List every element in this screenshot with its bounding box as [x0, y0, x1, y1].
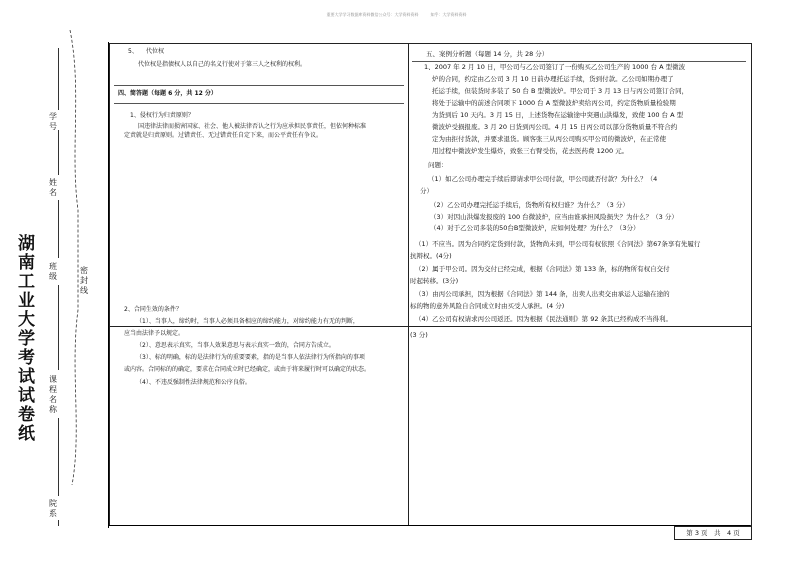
seal-dashed-curve [68, 30, 82, 485]
field-name: 姓名 [49, 178, 57, 197]
q5-answer: 代位权是指债权人以自己的名义行使对于第三人之权利的权利。 [138, 61, 307, 68]
q2-line: 或内容。合同标的的确定，要求在合同成立时已经确定，或由于将来履行时可以确定的状态。 [124, 366, 371, 373]
case-text: 1、2007 年 2 月 10 日，甲公司与乙公司签订了一份购买乙公司生产的 1000 台 A 型微波 [424, 63, 686, 71]
case-text: 为货到后 10 天内。3 月 15 日，上述货物在运输途中突遇山洪爆发，致使 100 台 A 型 [432, 111, 684, 119]
section-4-heading: 四、简答题（每题 6 分，共 12 分） [118, 90, 217, 97]
header-note: 重要大学学习数据库资料微信公众号：大学资料资料 知乎：大学资料资料 [326, 12, 467, 17]
field-course: 课程名称 [49, 375, 57, 414]
field-student-id: 学号 [49, 112, 57, 131]
field-line [58, 48, 59, 110]
question-label: 问题： [428, 161, 448, 169]
q2-line: （3）、标的明确，标的是法律行为的重要要素，指的是当事人依法律行为所指向的事项 [136, 354, 365, 361]
answer-item: （3）由丙公司承担，因为根据《合同法》第 144 条，出卖人出卖交由承运人运输在途的 [415, 290, 670, 298]
q2-line: （4）、不违反强制性法律规范和公序良俗。 [136, 379, 251, 386]
case-text: 炉的合同，约定由乙公司 3 月 10 日前办理托运手续，货到付款。乙公司如期办理了 [432, 75, 674, 83]
right-lower-box [408, 300, 752, 526]
case-text: 托运手续，但装货时多装了 50 台 B 型微波炉。甲公司于 3 月 13 日与丙公司签订合同， [432, 87, 689, 95]
section-divider [114, 103, 404, 104]
bottom-line [108, 525, 750, 526]
case-text: 用过程中微波炉发生爆炸，致张三右臂受伤，花去医药费 1200 元。 [432, 147, 629, 155]
q5-title: 代位权 [146, 48, 165, 55]
field-department: 院系 [49, 499, 57, 518]
answer-item: 抗辩权。(4分) [410, 252, 452, 260]
answer-item: (3 分) [410, 331, 428, 339]
answer-item: （1）不应当。因为合同约定货到付款，货物尚未到，甲公司有权依照《合同法》第67条享有先履行 [415, 240, 701, 248]
q1-line: 定责就是归责原则。过错责任、无过错责任自定下来，而公平责任有争议。 [124, 132, 323, 139]
answer-item: 标的物的意外风险自合同成立时由买受人承担。(4 分) [410, 302, 565, 310]
page-number: 第 3 页 共 4 页 [674, 526, 752, 540]
question-item: （4）对于乙公司多装的50台B型微波炉，应如何处理？为什么？（3分） [430, 224, 640, 232]
answer-item: 时起转移。(3分) [410, 277, 459, 285]
case-text: 微波炉受损报废。3 月 20 日货到丙公司。4 月 15 日丙公司以部分货物质量不符合约 [432, 123, 678, 131]
q2-line: 应当由法律予以规定。 [124, 330, 185, 337]
question-item: 分） [420, 187, 433, 195]
question-item: （2）乙公司办理完托运手续后，货物所有权归谁？为什么？（3 分） [430, 201, 629, 209]
field-line [58, 200, 59, 258]
field-line [58, 285, 59, 370]
section-divider [114, 85, 404, 86]
field-class: 班级 [49, 262, 57, 281]
case-text: 将处于运输中的前述合同项下 1000 台 A 型微波炉卖给丙公司，约定货物质量检验期 [432, 99, 676, 107]
q2-line: （2）、意思表示真实，当事人效果意思与表示真实一致的，合同方告成立。 [136, 342, 335, 349]
school-name: 湖南工业大学考试试卷纸 [18, 234, 35, 444]
q2-title: 2、合同生效的条件？ [124, 306, 182, 313]
section-5-heading: 五、案例分析题（每题 14 分，共 28 分） [426, 50, 549, 58]
q2-line: （1）、当事人，缔约时，当事人必须具备相应的缔约能力，对缔约能力有无的判断， [136, 318, 359, 325]
q5-number: 5、 [128, 48, 138, 55]
question-item: （1）如乙公司办理完手续后即请求甲公司付款，甲公司就否付款？为什么？（4 [428, 175, 658, 183]
seal-line-label: 密封线 [80, 266, 88, 295]
case-text: 定为由拒付货款，并要求退货。顾客张三从丙公司购买甲公司的微波炉，在正常使 [432, 135, 666, 143]
field-line [58, 520, 59, 526]
q1-title: 1、侵权行为归责原则？ [130, 112, 194, 119]
field-line [58, 130, 59, 175]
answer-item: （4）乙公司有权请求丙公司返还。因为根据《民法通则》第 92 条其已经构成不当得利。 [415, 315, 673, 323]
field-line [58, 418, 59, 496]
question-item: （3）对因山洪爆发报废的 100 台微波炉，应当由谁承担风险损失？为什么？（3 分） [430, 213, 678, 221]
q1-line: 国违律法律而损害国家、社会、他人被法律否认之行为应承担民事责任，但依何种标准 [138, 123, 367, 130]
answer-item: （2）属于甲公司。因为交付已经完成，根据《合同法》第 133 条，标的物所有权自交付 [415, 265, 670, 273]
